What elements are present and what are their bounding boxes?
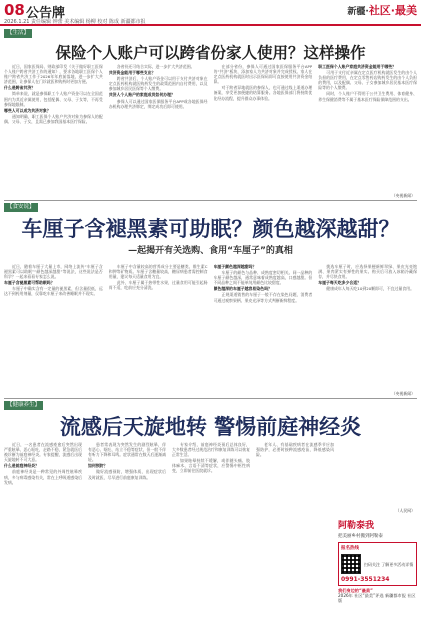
ad-bottom-text: 2026年 社区“最美”评选 新疆都市报 社区版 xyxy=(338,593,416,604)
paragraph: 正规渠道销售的车厘子一般不存在染色问题，消费者可通过观察果柄、果皮光泽等方式判断新鲜程度。 xyxy=(213,292,313,303)
paragraph: 此外，车厘子属于热带性水果，过量食用可能引起肠胃不适，吃前应充分清洗。 xyxy=(108,280,208,291)
article-body-1 xyxy=(4,64,417,192)
article-column xyxy=(109,64,208,192)
article-column xyxy=(172,442,250,634)
advertisement xyxy=(338,518,417,632)
date-line: 2026.1.21 责任编辑 钟蕾 美术编辑 杨柳 校对 陈成 新疆都市报 xyxy=(4,19,146,25)
paragraph: 车厘子中确实含有一定量的褪黑素，但含量很低，远达不到药用剂量，仅靠吃车厘子来改善睡眠并不现实。 xyxy=(4,286,103,297)
paragraph: 近日，国家医保局、财政部印发《关于做好职工医保个人账户跨省共济工作的通知》，要求各地职工医保个人账户跨省共济工作于2026年年底前落地，进一步扩大共济范围，让参保人在门诊就医和购药时更加方便。 xyxy=(4,64,103,85)
article-column xyxy=(256,442,334,634)
paragraph-heading: 如何预防？ xyxy=(88,463,108,469)
brand-prefix: 新疆· xyxy=(347,7,369,17)
brand-name: 社区·最美 xyxy=(368,4,417,17)
brand-logo xyxy=(347,2,417,18)
article-column xyxy=(88,442,166,634)
article-column xyxy=(318,264,417,390)
paragraph: 近日，随着车厘子大量上市，网络上流传“车厘子含褪黑素可以助眠”“颜色越深越甜”等说法，这些说法是否科学？一起来看看专家怎么说。 xyxy=(4,264,103,280)
paragraph: 通知明确，职工医保个人账户共济对象为参保人的配偶、父母、子女，且需已参加我国基本医疗保险。 xyxy=(4,113,103,124)
section-divider xyxy=(4,200,417,201)
paragraph: 同时，个人账户不得用于公共卫生费用、体育健身、养生保健消费等不属于基本医疗保险保障范围的支出。 xyxy=(318,91,417,102)
paragraph-heading: 颜色越深的车厘子越容易染色吗？ xyxy=(213,286,272,292)
paragraph: 挑选车厘子时，应选择果梗新鲜翠绿、果皮光亮饱满、果肉紧实有弹性的果实。购买后可放入冰箱冷藏保存，并尽快食用。 xyxy=(318,264,417,280)
paragraph: 老年人、有基础疾病者在流感季节应加强防护，必要时接种流感疫苗，降低感染风险。 xyxy=(256,442,334,458)
paragraph-heading: 职工医保个人账户家庭共济资金能用于哪些？ xyxy=(318,64,397,69)
paragraph: 患者常表现为突然发生的剧烈眩晕，伴有恶心、呕吐、站立不稳等症状，但一般不伴有听力下降和耳鸣。症状通常在数天后逐渐减轻。 xyxy=(88,442,166,463)
headline-vestibular-neuritis: 流感后天旋地转 警惕前庭神经炎 xyxy=(59,414,362,439)
ad-title: 阿勒泰我 xyxy=(338,521,375,531)
ad-box xyxy=(338,542,417,586)
section-tag-life: 【生活】 xyxy=(4,29,32,38)
article-column xyxy=(214,64,313,192)
article-column xyxy=(4,442,82,634)
paragraph: 简单来说，就是参保职工个人账户资金可以在全国范围内为其近亲属使用，包括配偶、父母、子女等，不再受参保地限制。 xyxy=(4,91,103,107)
article-body-2 xyxy=(4,264,417,390)
ad-bottom xyxy=(338,588,417,604)
headline-cherries: 车厘子含褪黑素可助眠？颜色越深越甜？ xyxy=(21,216,400,241)
paragraph: 跨省共济后，个人账户资金可以用于支付共济对象在定点医药机构就医购药发生的政策范围内自付费用，以及参加城乡居民医保等个人缴费。 xyxy=(108,76,208,92)
ad-note: 扫码关注 了解更多活动详情 xyxy=(364,561,414,567)
ad-subtitle: 把美丽乡村搬到阿勒泰 xyxy=(338,534,383,539)
ad-hotline-label: 报名热线 xyxy=(341,546,359,551)
qr-code-icon xyxy=(341,554,361,574)
paragraph: 近日，一名患者在流感痊愈后突然出现严重眩晕、恶心呕吐，走路不稳，紧急就医后被诊断为前庭神经炎。专家提醒，流感后出现天旋地转不可大意。 xyxy=(4,442,82,463)
paragraph: 做好流感预防，增强体质，出现症状后及时就医，尽早进行前庭康复训练。 xyxy=(88,469,166,480)
paragraph: 车厘子中含量较高的营养成分主要是糖类、维生素C和钾等矿物质。车厘子含糖量较高，糖尿病患者需控制食用量，建议每天适量食用为宜。 xyxy=(108,264,208,280)
byline: （人民网） xyxy=(395,508,415,513)
byline: （央视新闻） xyxy=(391,193,415,198)
paragraph: 健康成年人每天吃10到20颗即可，不宜过量食用。 xyxy=(326,286,414,292)
paragraph: 专家介绍，前庭神经炎预后总体良好，大多数患者经过规范治疗和康复训练可以恢复正常生活。 xyxy=(172,442,250,458)
article-column xyxy=(4,64,103,192)
paragraph: 如果眩晕持续不缓解，或伴随头痛、肢体麻木、言语不清等症状，应警惕中枢性病变，立即前往医院就诊。 xyxy=(172,458,250,474)
article-column xyxy=(214,264,313,390)
paragraph: 前庭神经炎是一种常见的外周性眩晕疾病，多与病毒感染有关，常在上呼吸道感染后发病。 xyxy=(4,469,82,485)
article-body-3 xyxy=(4,442,334,634)
ad-bottom-bold: 我们身边的“最美” xyxy=(338,588,373,593)
paragraph-heading: 车厘子含褪黑素可帮助眠吗？ xyxy=(4,280,55,286)
byline: （央视新闻） xyxy=(391,391,415,396)
paragraph: 可用于支付近亲属在定点医疗机构就医发生的由个人负担的医疗费用，在定点零售药店购药发生的由个人负担的费用，以及配偶、父母、子女参加城乡居民基本医疗保险等的个人缴费。 xyxy=(318,70,417,91)
section-tag-health: 【健康养生】 xyxy=(4,401,43,410)
paragraph-heading: 什么是跨省共济？ xyxy=(4,85,36,91)
paragraph-heading: 车厘子每天吃多少合适？ xyxy=(318,280,362,286)
section-tag-food-safety: 【食安说】 xyxy=(4,203,38,212)
ad-row xyxy=(341,554,414,574)
paragraph: 车厘子的颜色与品种、成熟度密切相关。同一品种的车厘子颜色越深，通常意味着成熟度越高，口感越甜。但不同品种之间不能单纯用颜色比较甜度。 xyxy=(213,270,313,286)
paragraph-heading: 什么是前庭神经炎？ xyxy=(4,463,40,469)
page-number: 08 xyxy=(4,1,25,19)
article-column xyxy=(109,264,208,390)
paragraph-heading: 共济资金能用于哪些支出？ xyxy=(108,70,156,76)
article-column xyxy=(4,264,103,390)
section-divider xyxy=(4,398,417,399)
headline-medical-insurance: 保险个人账户可以跨省份家人使用？这样操作 xyxy=(55,43,366,62)
paragraph-heading: 车厘子颜色越深越甜吗？ xyxy=(213,264,257,269)
paragraph-heading: 共济人个人账户的家庭成员如何办理？ xyxy=(108,92,175,98)
page-section: 公告牌 xyxy=(26,6,66,21)
subheadline-cherries: —起揭开有关选购、食用“车厘子”的真相 xyxy=(128,246,293,256)
article-column xyxy=(318,64,417,192)
paragraph: 各省份还可结合实际，进一步扩大共济范围。 xyxy=(116,64,195,69)
masthead xyxy=(0,0,421,26)
paragraph: 在部分省份，参保人可通过国家医保服务平台APP的“共济”板块，添加家人为共济对象并完成授权。家人在定点医药机构就医时出示医保码即可直接使用共济资金结算。 xyxy=(213,64,313,85)
paragraph: 对于跨省异地就医的参保人，也可通过线上渠道办理备案，享受更加便捷的结算服务。各地医保部门将持续优化经办流程，提升群众办事体验。 xyxy=(213,85,313,101)
paragraph: 参保人可以通过国家医保服务平台APP或各地医保经办机构办理共济绑定，绑定成功后即可使用。 xyxy=(108,98,208,109)
paragraph-heading: 哪些人可以成为共济对象？ xyxy=(4,107,51,113)
ad-phone: 0991-3551234 xyxy=(341,576,390,583)
